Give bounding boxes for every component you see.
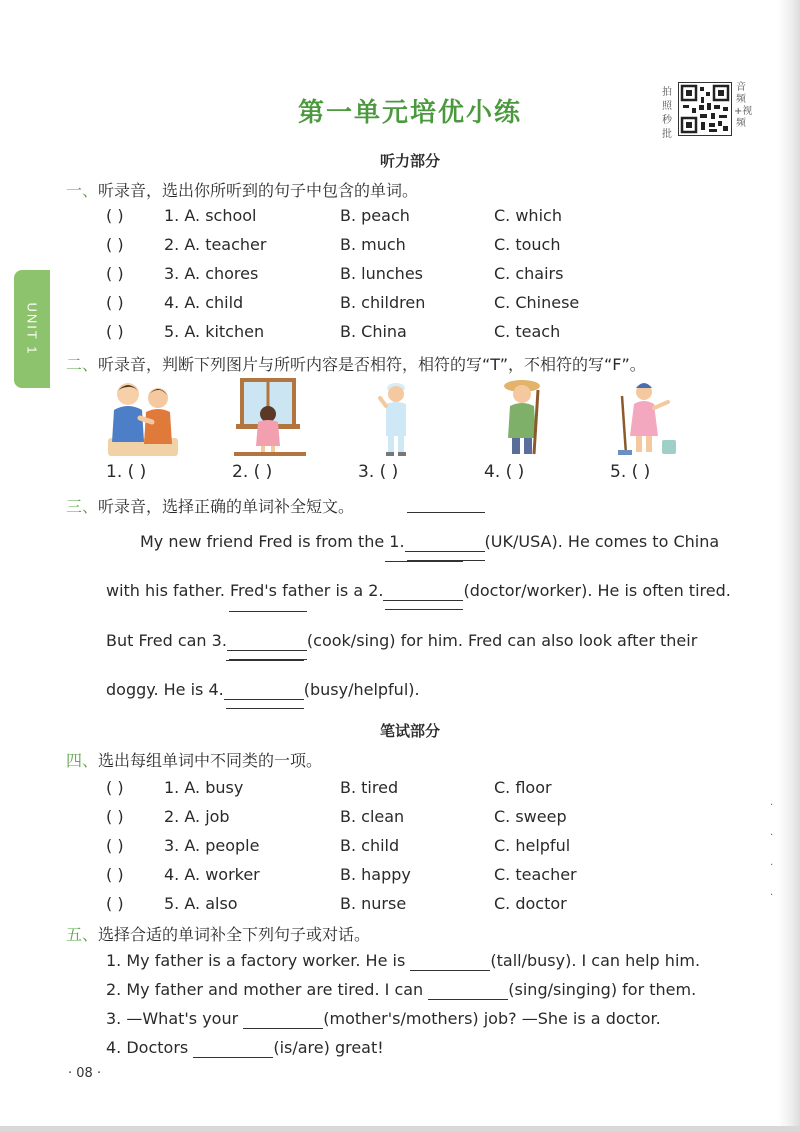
qr-left-caption: 拍照秒批 bbox=[662, 87, 672, 140]
passage-text: (busy/helpful). bbox=[303, 680, 420, 699]
option-b: B. happy bbox=[340, 865, 411, 884]
q1-row bbox=[106, 206, 746, 230]
answer-paren[interactable]: ( ) bbox=[106, 865, 124, 884]
q4-row bbox=[106, 836, 746, 860]
q4-instruction: 选出每组单词中不同类的一项。 bbox=[98, 751, 323, 770]
sentence-text: (mother's/mothers) job? —She is a doctor. bbox=[323, 1009, 661, 1028]
page-number: · 08 · bbox=[68, 1066, 102, 1081]
blank-3[interactable] bbox=[227, 631, 307, 651]
option-b: B. clean bbox=[340, 807, 405, 826]
sentence-text: 1. My father is a factory worker. He is bbox=[106, 951, 406, 970]
option-c: C. Chinese bbox=[494, 293, 580, 312]
q4-row bbox=[106, 865, 746, 889]
q4-row bbox=[106, 894, 746, 918]
q4-number: 四、 bbox=[66, 751, 99, 770]
picture-answer-2[interactable]: 2. ( ) bbox=[232, 462, 273, 482]
passage-line-1 bbox=[106, 532, 780, 552]
sentence-text: (sing/singing) for them. bbox=[508, 980, 697, 999]
q3-heading bbox=[66, 494, 354, 517]
option-a: 3. A. people bbox=[164, 836, 260, 855]
blank-5-1[interactable] bbox=[410, 951, 490, 971]
q5-sentence-1 bbox=[106, 951, 700, 971]
q5-sentence-2 bbox=[106, 980, 696, 1000]
option-c: C. chairs bbox=[494, 264, 564, 283]
answer-paren[interactable]: ( ) bbox=[106, 264, 124, 283]
option-b: B. nurse bbox=[340, 894, 407, 913]
blank-2[interactable] bbox=[383, 581, 463, 601]
picture-two-boys bbox=[104, 376, 184, 458]
option-a: 2. A. job bbox=[164, 807, 230, 826]
binding-dot: · bbox=[770, 860, 774, 871]
option-c: C. touch bbox=[494, 235, 561, 254]
picture-nurse bbox=[358, 376, 438, 458]
passage-text: My new friend Fred is from the 1. bbox=[140, 532, 405, 551]
passage-line-3 bbox=[106, 631, 746, 651]
q2-heading bbox=[66, 352, 646, 375]
picture-answer-3[interactable]: 3. ( ) bbox=[358, 462, 399, 482]
answer-paren[interactable]: ( ) bbox=[106, 293, 124, 312]
q4-heading bbox=[66, 748, 322, 771]
picture-farmer bbox=[484, 376, 564, 458]
answer-paren[interactable]: ( ) bbox=[106, 322, 124, 341]
q1-row bbox=[106, 293, 746, 317]
q1-row bbox=[106, 322, 746, 346]
answer-paren[interactable]: ( ) bbox=[106, 894, 124, 913]
option-c: C. floor bbox=[494, 778, 552, 797]
option-c: C. sweep bbox=[494, 807, 567, 826]
option-c: C. teacher bbox=[494, 865, 577, 884]
binding-dot: · bbox=[770, 890, 774, 901]
option-b: B. much bbox=[340, 235, 406, 254]
picture-answer-4[interactable]: 4. ( ) bbox=[484, 462, 525, 482]
option-b: B. child bbox=[340, 836, 400, 855]
passage-line-4 bbox=[106, 680, 746, 700]
option-a: 5. A. also bbox=[164, 894, 238, 913]
passage-text: with his father. Fred's father is a 2. bbox=[106, 581, 384, 600]
option-c: C. teach bbox=[494, 322, 561, 341]
qr-area bbox=[660, 82, 753, 140]
option-a: 1. A. busy bbox=[164, 778, 244, 797]
q3-instruction: 听录音，选择正确的单词补全短文。 bbox=[98, 497, 355, 516]
option-a: 4. A. child bbox=[164, 293, 244, 312]
q1-number: 一、 bbox=[66, 181, 99, 200]
q5-number: 五、 bbox=[66, 925, 99, 944]
q1-row bbox=[106, 264, 746, 288]
picture-answer-5[interactable]: 5. ( ) bbox=[610, 462, 651, 482]
q2-number: 二、 bbox=[66, 355, 99, 374]
option-c: C. doctor bbox=[494, 894, 567, 913]
answer-paren[interactable]: ( ) bbox=[106, 836, 124, 855]
sentence-text: 2. My father and mother are tired. I can bbox=[106, 980, 424, 999]
q4-row bbox=[106, 778, 746, 802]
blank-5-4[interactable] bbox=[193, 1038, 273, 1058]
unit-tab-label: UNIT 1 bbox=[24, 302, 40, 356]
unit-tab bbox=[14, 270, 50, 388]
option-b: B. tired bbox=[340, 778, 399, 797]
option-a: 5. A. kitchen bbox=[164, 322, 265, 341]
option-b: B. lunches bbox=[340, 264, 423, 283]
q5-sentence-4 bbox=[106, 1038, 384, 1058]
blank-4[interactable] bbox=[224, 680, 304, 700]
writing-section-heading: 笔试部分 bbox=[379, 722, 440, 740]
passage-text: (UK/USA). He comes to China bbox=[484, 532, 720, 551]
option-a: 4. A. worker bbox=[164, 865, 260, 884]
option-b: B. peach bbox=[340, 206, 410, 225]
qr-right-caption: 音频+视频 bbox=[734, 82, 753, 129]
answer-paren[interactable]: ( ) bbox=[106, 235, 124, 254]
q3-number: 三、 bbox=[66, 497, 99, 516]
sentence-text: (tall/busy). I can help him. bbox=[490, 951, 701, 970]
picture-cleaner bbox=[610, 376, 690, 458]
option-a: 2. A. teacher bbox=[164, 235, 267, 254]
q1-instruction: 听录音，选出你所听到的句子中包含的单词。 bbox=[98, 181, 419, 200]
answer-paren[interactable]: ( ) bbox=[106, 206, 124, 225]
binding-dot: · bbox=[770, 830, 774, 841]
blank-5-3[interactable] bbox=[243, 1009, 323, 1029]
passage-text: (doctor/worker). He is often tired. bbox=[463, 581, 731, 600]
passage-text: (cook/sing) for him. Fred can also look after their bbox=[306, 631, 698, 650]
q5-instruction: 选择合适的单词补全下列句子或对话。 bbox=[98, 925, 371, 944]
passage-line-2 bbox=[106, 581, 746, 601]
sentence-text: 3. —What's your bbox=[106, 1009, 239, 1028]
q5-sentence-3 bbox=[106, 1009, 661, 1029]
qr-code-icon[interactable] bbox=[678, 82, 732, 136]
binding-dot: · bbox=[770, 800, 774, 811]
picture-girl-window bbox=[232, 376, 312, 458]
blank-5-2[interactable] bbox=[428, 980, 508, 1000]
answer-paren[interactable]: ( ) bbox=[106, 778, 124, 797]
q5-heading bbox=[66, 922, 370, 945]
answer-paren[interactable]: ( ) bbox=[106, 807, 124, 826]
q4-row bbox=[106, 807, 746, 831]
passage-text: doggy. He is 4. bbox=[106, 680, 224, 699]
option-b: B. China bbox=[340, 322, 407, 341]
listening-section-heading: 听力部分 bbox=[379, 152, 440, 170]
passage-text: But Fred can 3. bbox=[106, 631, 227, 650]
bottom-shadow bbox=[0, 1126, 800, 1132]
blank-1[interactable] bbox=[405, 532, 485, 552]
sentence-text: 4. Doctors bbox=[106, 1038, 189, 1057]
option-b: B. children bbox=[340, 293, 426, 312]
option-a: 1. A. school bbox=[164, 206, 257, 225]
picture-answer-1[interactable]: 1. ( ) bbox=[106, 462, 147, 482]
option-c: C. helpful bbox=[494, 836, 571, 855]
q1-row bbox=[106, 235, 746, 259]
option-a: 3. A. chores bbox=[164, 264, 259, 283]
sentence-text: (is/are) great! bbox=[273, 1038, 384, 1057]
page-title: 第一单元培优小练 bbox=[297, 98, 522, 128]
q1-heading bbox=[66, 178, 418, 201]
q2-instruction: 听录音，判断下列图片与所听内容是否相符，相符的写“T”，不相符的写“F”。 bbox=[98, 355, 646, 374]
option-c: C. which bbox=[494, 206, 562, 225]
